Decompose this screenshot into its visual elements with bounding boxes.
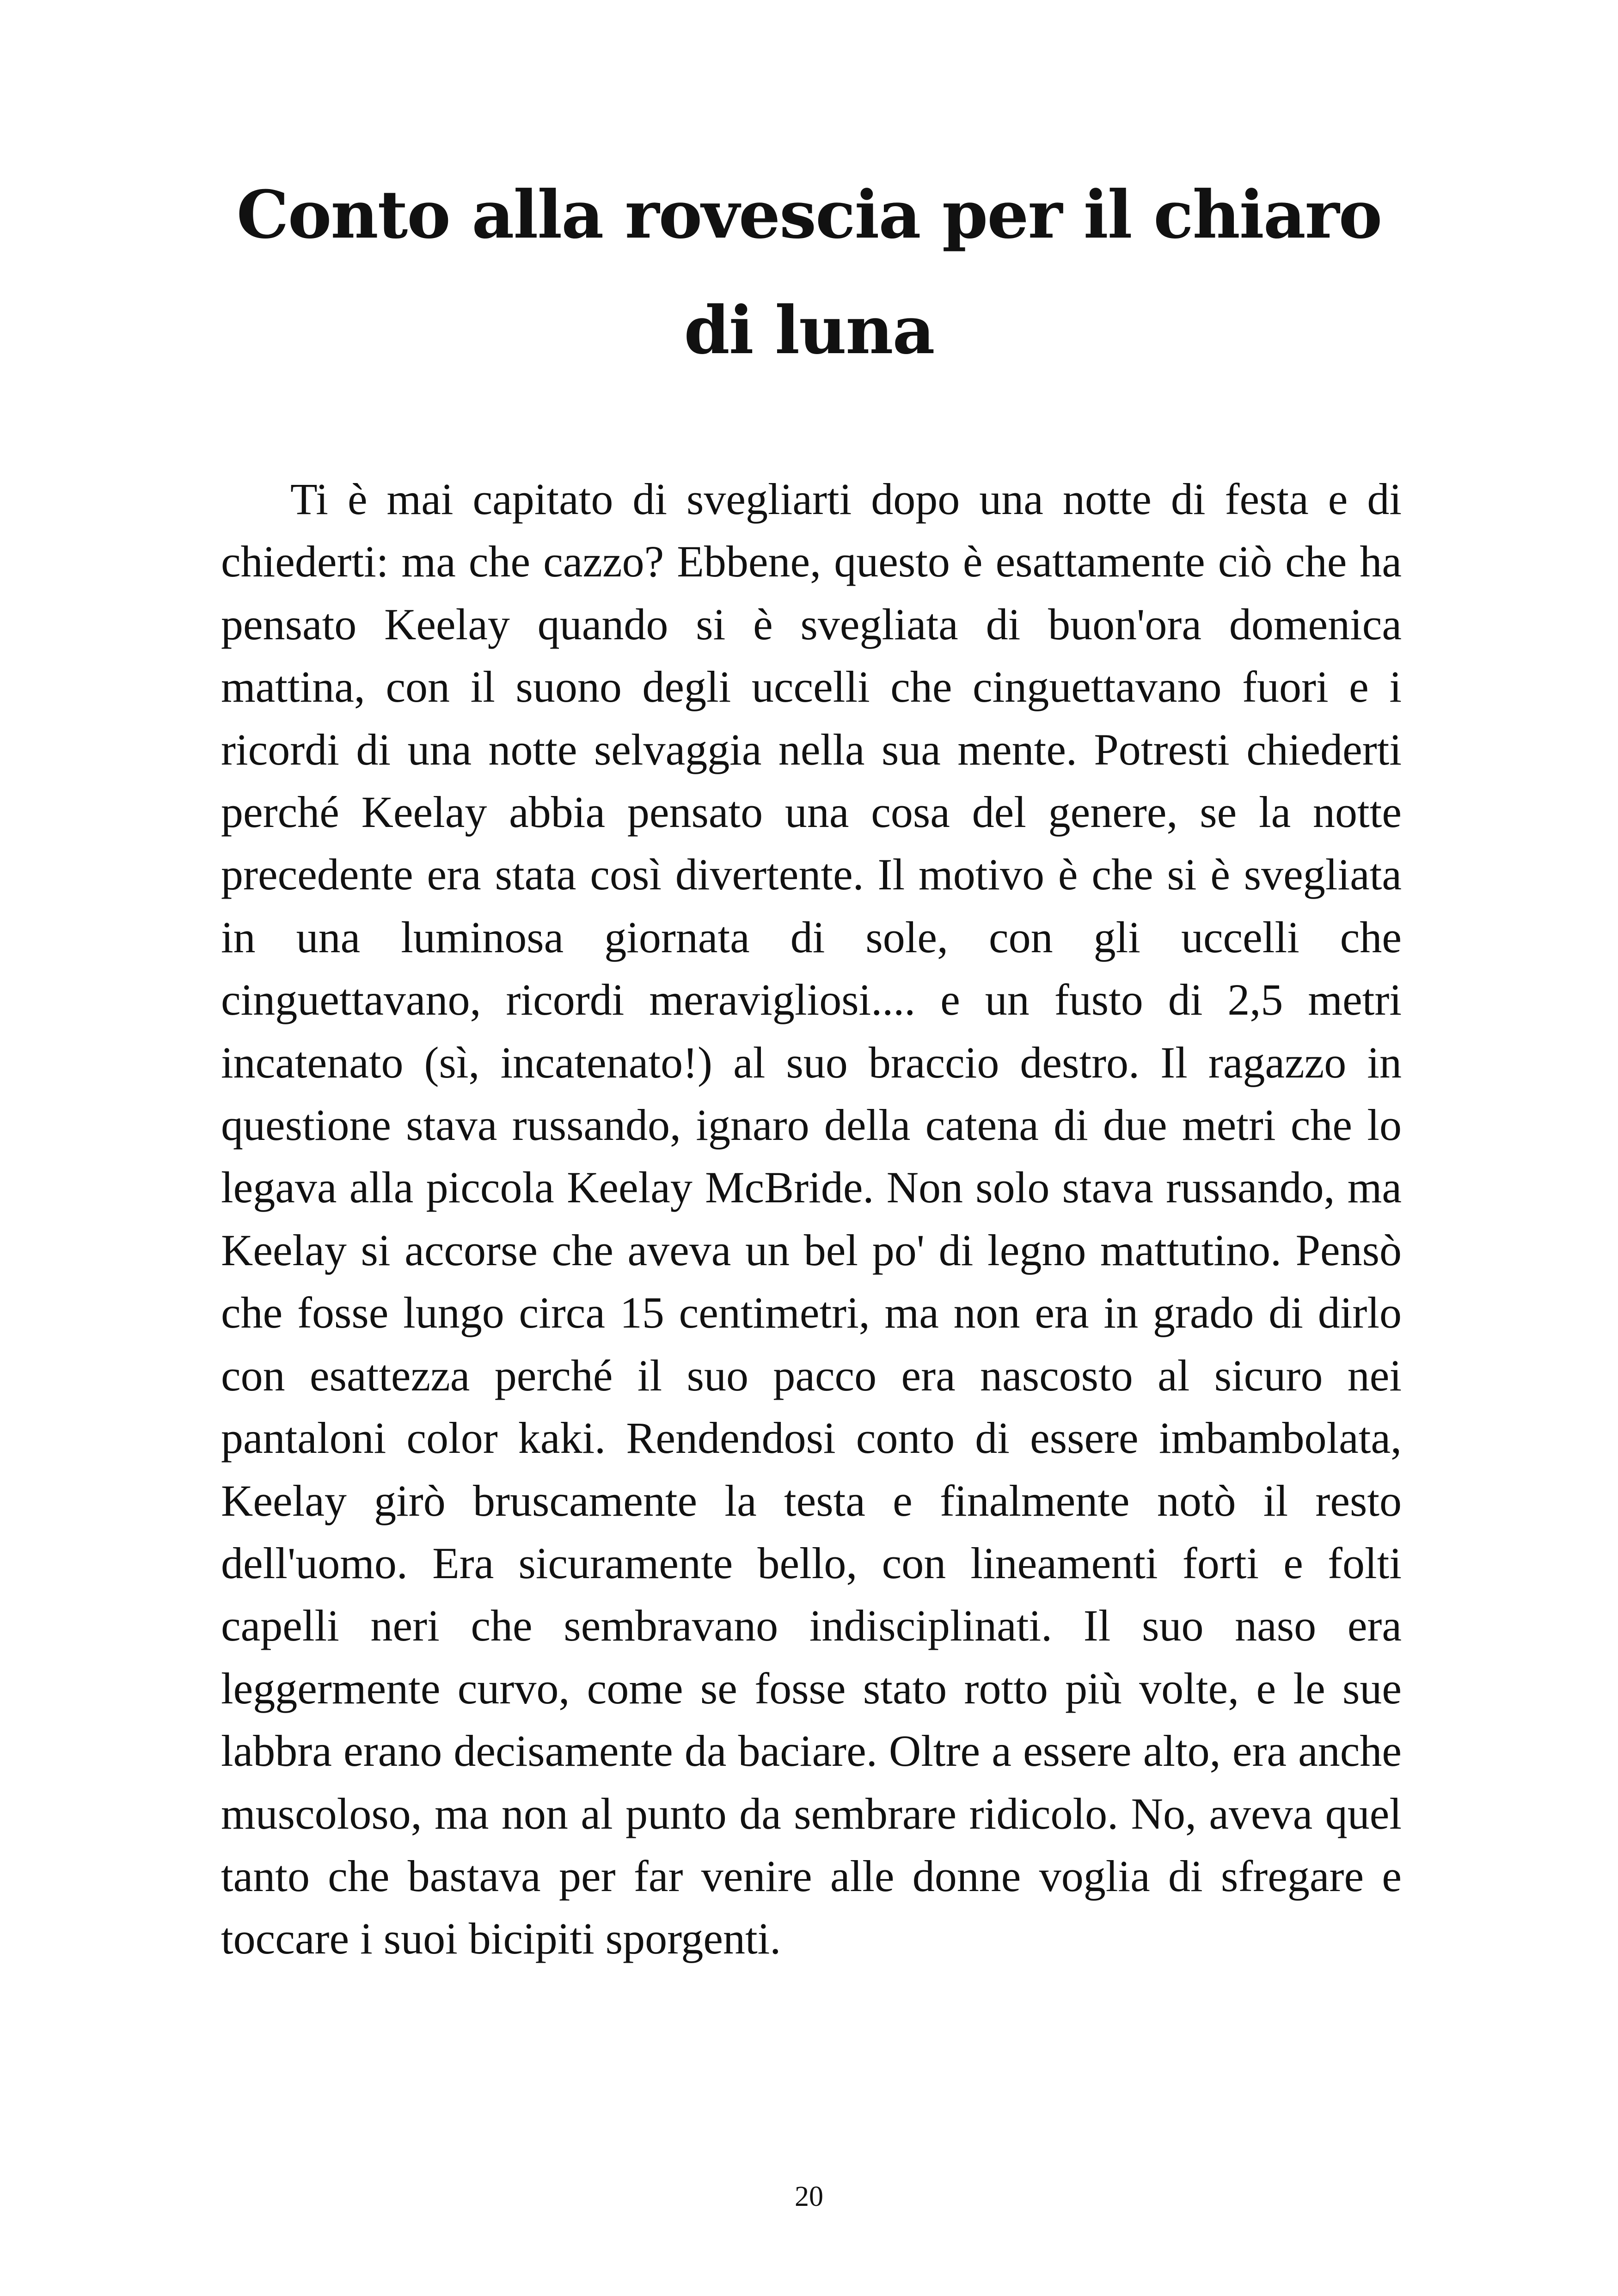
body-paragraph: Ti è mai capitato di svegliarti dopo una notte di festa e di chiederti: ma che cazzo? Ebbene, questo è esattamente ciò che ha pensato Keelay quando si è svegliata di buon'ora domenica mattina, con il suono degli uccelli che cinguettavano fuori e i ricordi di una notte selvaggia nella sua mente. Potresti chiederti perché Keelay abbia pensato una cosa del genere, se la notte precedente era stata così divertente. Il motivo è che si è svegliata in una luminosa giornata di sole, con gli uccelli che cinguettavano, ricordi meravigliosi.... e un fusto di 2,5 metri incatenato (sì, incatenato!) al suo braccio destro. Il ragazzo in questione stava russando, ignaro della catena di due metri che lo legava alla piccola Keelay McBride. Non solo stava russando, ma Keelay si accorse che aveva un bel po' di legno mattutino. Pensò che fosse lungo circa 15 centimetri, ma non era in grado di dirlo con esattezza perché il suo pacco era nascosto al sicuro nei pantaloni color kaki. Rendendosi conto di essere imbambolata, Keelay girò bruscamente la testa e finalmente notò il resto dell'uomo. Era sicuramente bello, con lineamenti forti e folti capelli neri che sembravano indisciplinati. Il suo naso era leggermente curvo, come se fosse stato rotto più volte, e le sue labbra erano decisamente da baciare. Oltre a essere alto, era anche muscoloso, ma non al punto da sembrare ridicolo. No, aveva quel tanto che bastava per far venire alle donne voglia di sfregare e toccare i suoi bicipiti sporgenti. — [221, 474, 1402, 1964]
page-number: 20 — [795, 2181, 823, 2212]
chapter-title: Conto alla rovescia per il chiaro di luna — [236, 177, 1382, 369]
